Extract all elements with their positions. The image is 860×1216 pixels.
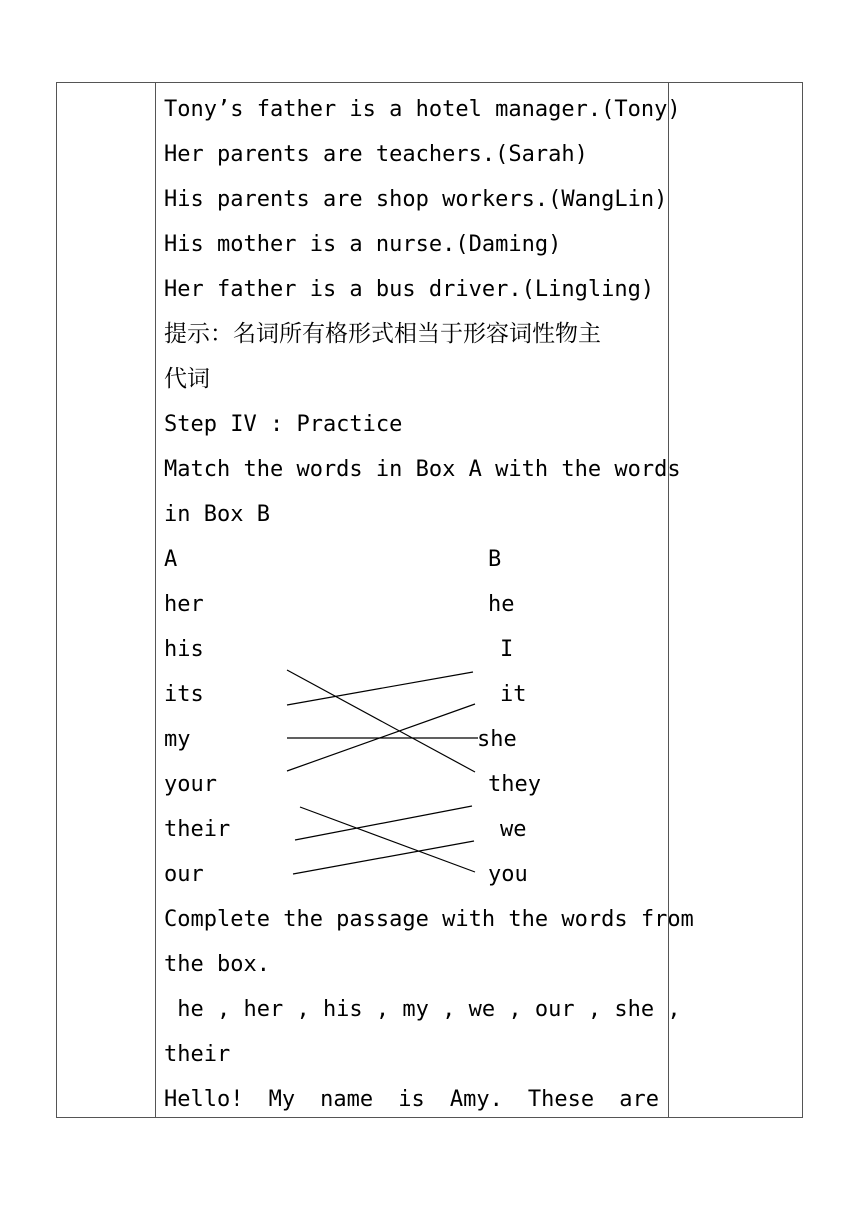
box-b-word: you (488, 862, 528, 887)
column-divider-left (155, 83, 156, 1117)
passage-word: My (268, 1087, 296, 1112)
box-a-word: their (164, 817, 231, 842)
step-heading: Step IV : Practice (164, 412, 403, 437)
passage-word: Hello! (164, 1087, 244, 1112)
column-divider-right (668, 83, 669, 1117)
box-b-word: they (488, 772, 541, 797)
example-line-daming: His mother is a nurse.(Daming) (164, 232, 562, 257)
box-b-header: B (488, 547, 502, 572)
passage-word: are (619, 1087, 659, 1112)
box-a-word: its (164, 682, 204, 707)
complete-instruction: Complete the passage with the words from (164, 907, 694, 932)
example-line-sarah: Her parents are teachers.(Sarah) (164, 142, 588, 167)
passage-word: These (527, 1087, 595, 1112)
box-a-word: my (164, 727, 191, 752)
box-b-word: I (500, 637, 514, 662)
passage-first-line (164, 1077, 659, 1122)
box-b-word: he (488, 592, 515, 617)
box-b-word: it (500, 682, 527, 707)
box-a-word: your (164, 772, 217, 797)
box-a-word: our (164, 862, 204, 887)
box-a-header: A (164, 547, 178, 572)
box-a-word: his (164, 637, 204, 662)
example-line-tony: Tony’s father is a hotel manager.(Tony) (164, 97, 681, 122)
match-instruction: Match the words in Box A with the words (164, 457, 681, 482)
word-box-line: he , her , his , my , we , our , she , (164, 997, 681, 1022)
hint-line-continued: 代词 (164, 366, 210, 392)
match-instruction-continued: in Box B (164, 502, 270, 527)
passage-word: is (398, 1087, 425, 1112)
box-b-word: we (500, 817, 527, 842)
example-line-lingling: Her father is a bus driver.(Lingling) (164, 277, 655, 302)
box-a-word: her (164, 592, 204, 617)
box-b-word: she (477, 727, 517, 752)
hint-line: 提示：名词所有格形式相当于形容词性物主 (164, 321, 601, 347)
passage-word: name (320, 1087, 374, 1112)
passage-word: Amy. (449, 1087, 503, 1112)
word-box-line-continued: their (164, 1042, 231, 1067)
example-line-wanglin: His parents are shop workers.(WangLin) (164, 187, 668, 212)
complete-instruction-continued: the box. (164, 952, 270, 977)
